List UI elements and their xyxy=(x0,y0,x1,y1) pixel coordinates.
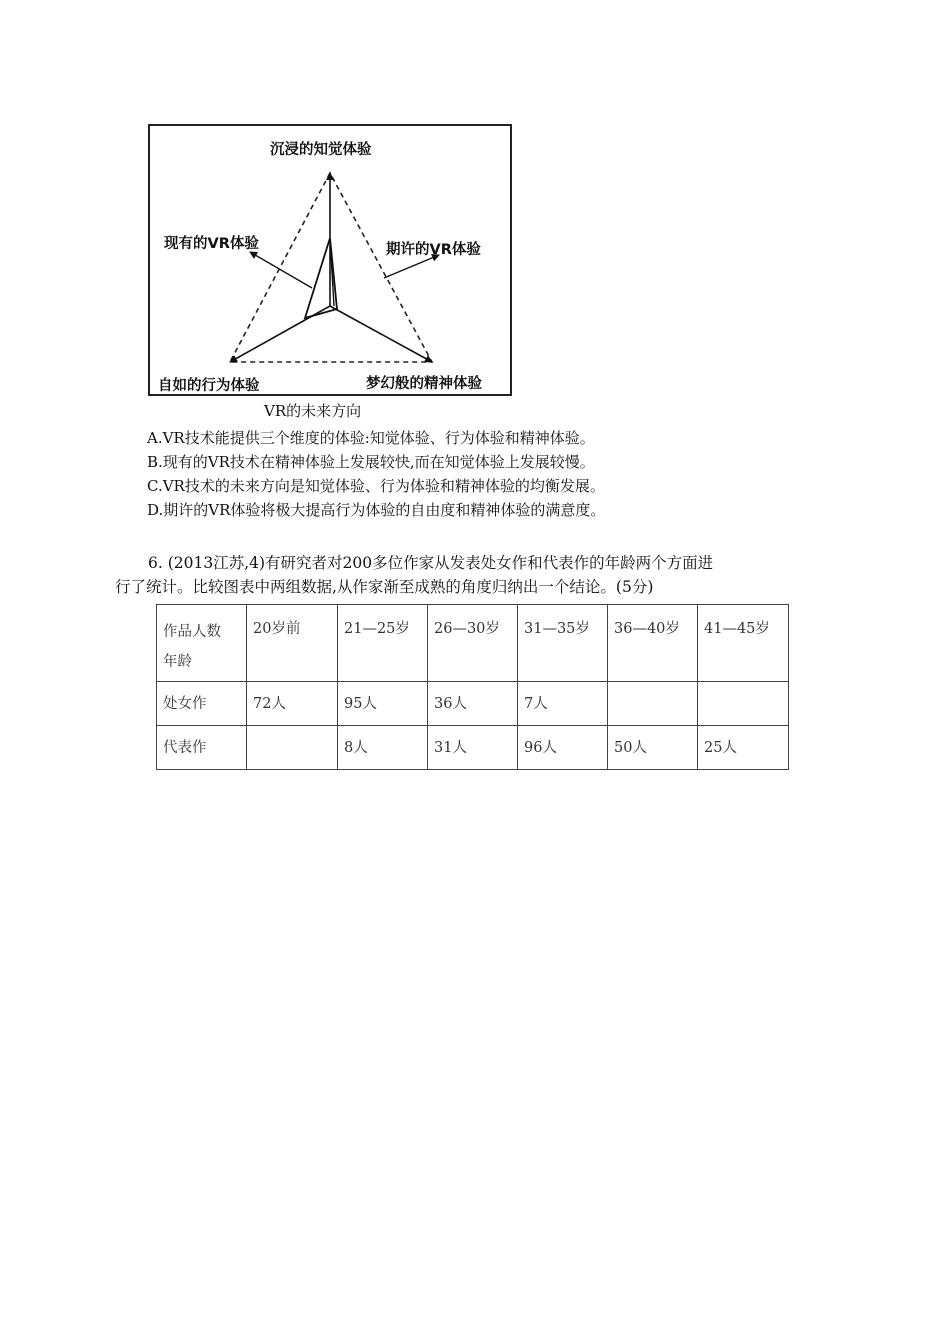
header-cell: 26—30岁 xyxy=(428,605,518,682)
table-row xyxy=(157,726,789,770)
row-label: 代表作 xyxy=(157,726,247,770)
table-cell: 8人 xyxy=(338,726,428,770)
label-current-vr: 现有的VR体验 xyxy=(164,236,259,252)
table-cell: 31人 xyxy=(428,726,518,770)
header-cell: 20岁前 xyxy=(247,605,338,682)
table-cell xyxy=(608,682,698,726)
option-d: D.期许的VR体验将极大提高行为体验的自由度和精神体验的满意度。 xyxy=(147,501,606,519)
table-cell: 96人 xyxy=(518,726,608,770)
label-spirit: 梦幻般的精神体验 xyxy=(366,376,482,392)
question-line-1: 6. (2013江苏,4)有研究者对200多位作家从发表处女作和代表作的年龄两个方面进 xyxy=(148,554,714,572)
table-cell: 36人 xyxy=(428,682,518,726)
header-cell: 31—35岁 xyxy=(518,605,608,682)
label-behavior: 自如的行为体验 xyxy=(158,378,260,394)
table-cell xyxy=(698,682,789,726)
option-c: C.VR技术的未来方向是知觉体验、行为体验和精神体验的均衡发展。 xyxy=(147,477,605,495)
table-corner-cell xyxy=(157,605,247,682)
expected-vr-triangle xyxy=(230,173,432,362)
header-cell: 36—40岁 xyxy=(608,605,698,682)
option-a: A.VR技术能提供三个维度的体验:知觉体验、行为体验和精神体验。 xyxy=(147,429,595,447)
row-label: 处女作 xyxy=(157,682,247,726)
table-header-row xyxy=(157,605,789,682)
writer-age-table xyxy=(156,604,789,770)
axis-spirit xyxy=(330,306,432,362)
vr-direction-figure xyxy=(148,124,512,396)
option-b: B.现有的VR技术在精神体验上发展较快,而在知觉体验上发展较慢。 xyxy=(147,453,595,471)
answer-options xyxy=(147,426,605,522)
question-6 xyxy=(115,551,875,599)
header-cell: 21—25岁 xyxy=(338,605,428,682)
table-cell: 25人 xyxy=(698,726,789,770)
figure-caption: VR的未来方向 xyxy=(264,402,362,420)
table-cell: 7人 xyxy=(518,682,608,726)
table-cell: 50人 xyxy=(608,726,698,770)
corner-top-label: 作品人数 xyxy=(163,624,221,640)
vr-diagram xyxy=(150,126,514,398)
pointer-current xyxy=(250,252,312,288)
question-line-2: 行了统计。比较图表中两组数据,从作家渐至成熟的角度归纳出一个结论。(5分) xyxy=(115,578,654,596)
header-cell: 41—45岁 xyxy=(698,605,789,682)
table-cell: 72人 xyxy=(247,682,338,726)
label-perception: 沉浸的知觉体验 xyxy=(270,142,372,158)
table-cell xyxy=(247,726,338,770)
label-expected-vr: 期许的VR体验 xyxy=(386,242,481,258)
table-cell: 95人 xyxy=(338,682,428,726)
table-row xyxy=(157,682,789,726)
corner-bottom-label: 年龄 xyxy=(163,654,192,670)
